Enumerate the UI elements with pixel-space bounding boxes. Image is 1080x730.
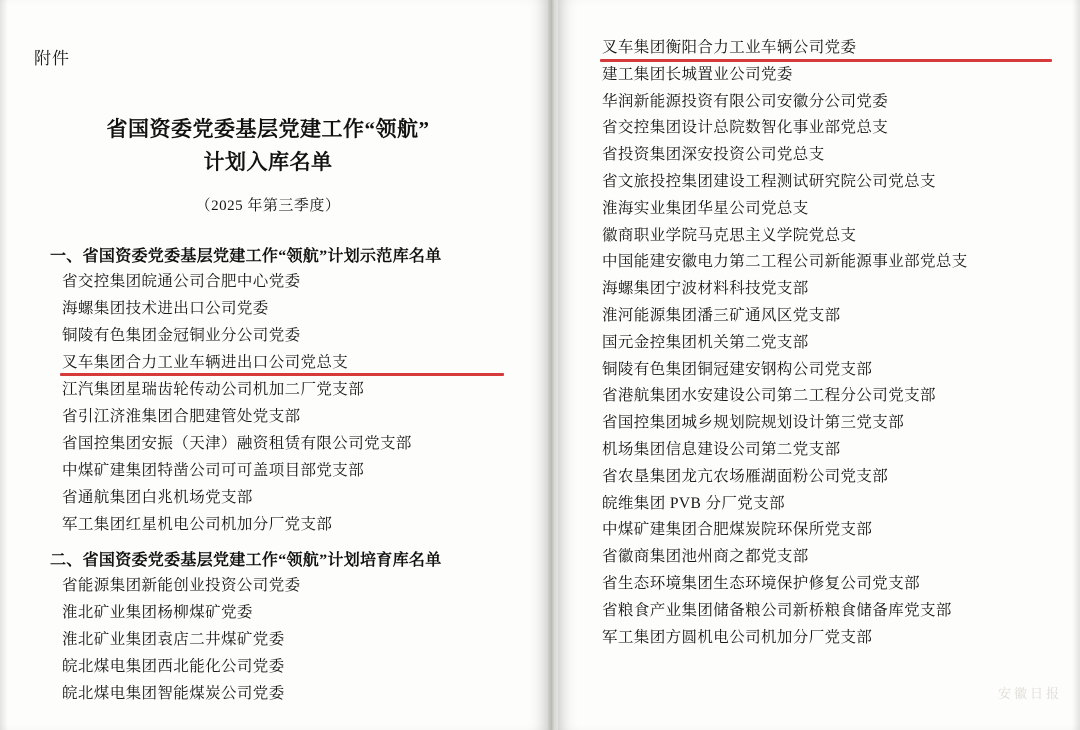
watermark: 安徽日报 — [997, 686, 1062, 701]
list-item-highlighted: 叉车集团衡阳合力工业车辆公司党委 — [592, 40, 1054, 56]
list-item: 皖维集团 PVB 分厂党支部 — [602, 494, 786, 512]
page-edge-shadow — [0, 0, 8, 730]
list-item: 铜陵有色集团铜冠建安钢构公司党支部 — [602, 360, 873, 378]
list-item: 海螺集团宁波材料科技党支部 — [602, 280, 809, 298]
list-item: 机场集团信息建设公司第二党支部 — [602, 440, 841, 458]
list-item: 省港航集团水安建设公司第二工程分公司党支部 — [602, 387, 936, 405]
attachment-label: 附件 — [34, 49, 70, 68]
list-item: 国元金控集团机关第二党支部 — [602, 333, 809, 351]
list-item: 淮北矿业集团杨柳煤矿党委 — [62, 603, 253, 621]
list-item: 江汽集团星瑞齿轮传动公司机加二厂党支部 — [62, 381, 365, 399]
list-item: 省文旅投控集团建设工程测试研究院公司党总支 — [602, 172, 936, 190]
document-subtitle: （2025 年第三季度） — [195, 198, 341, 215]
list-item: 军工集团红星机电公司机加分厂党支部 — [62, 516, 333, 534]
document-page-right — [558, 0, 1080, 730]
entry-list-cultivation — [28, 578, 508, 702]
list-item: 华润新能源投资有限公司安徽分公司党委 — [602, 92, 889, 110]
list-item-highlighted: 叉车集团合力工业车辆进出口公司党总支 — [28, 355, 508, 371]
list-item: 淮北矿业集团袁店二井煤矿党委 — [62, 630, 285, 648]
page-title-line-2: 计划入库名单 — [203, 149, 333, 174]
list-item: 淮海实业集团华星公司党总支 — [602, 199, 809, 217]
list-item: 省粮食产业集团储备粮公司新桥粮食储备库党支部 — [602, 601, 952, 619]
section-heading: 二、省国资委党委基层党建工作“领航”计划培育库名单 — [50, 551, 442, 569]
list-item: 中国能建安徽电力第二工程公司新能源事业部党总支 — [602, 253, 968, 271]
list-item: 皖北煤电集团西北能化公司党委 — [62, 657, 285, 675]
list-item: 中煤矿建集团合肥煤炭院环保所党支部 — [602, 521, 873, 539]
list-item: 铜陵有色集团金冠铜业分公司党委 — [62, 327, 301, 345]
list-item: 省引江济淮集团合肥建管处党支部 — [62, 408, 301, 426]
list-item: 徽商职业学院马克思主义学院党总支 — [602, 226, 857, 244]
list-item: 军工集团方圆机电公司机加分厂党支部 — [602, 628, 873, 646]
list-item: 省交控集团设计总院数智化事业部党总支 — [602, 119, 889, 137]
entry-list-demonstration — [28, 274, 508, 533]
list-item: 省徽商集团池州商之都党支部 — [602, 548, 809, 566]
list-item: 省国控集团安振（天津）融资租赁有限公司党支部 — [62, 435, 412, 453]
list-item: 省国控集团城乡规划院规划设计第三党支部 — [602, 414, 905, 432]
list-item: 省农垦集团龙亢农场雁湖面粉公司党支部 — [602, 467, 889, 485]
page-edge-shadow — [1072, 0, 1080, 730]
list-item: 中煤矿建集团特凿公司可可盖项目部党支部 — [62, 462, 365, 480]
list-item: 省投资集团深安投资公司党总支 — [602, 146, 825, 164]
list-item: 省生态环境集团生态环境保护修复公司党支部 — [602, 574, 921, 592]
section-heading: 一、省国资委党委基层党建工作“领航”计划示范库名单 — [50, 248, 442, 266]
list-item: 淮河能源集团潘三矿通风区党支部 — [602, 306, 841, 324]
entry-list-continued — [592, 40, 1054, 645]
list-item: 建工集团长城置业公司党委 — [602, 65, 793, 83]
list-item: 皖北煤电集团智能煤炭公司党委 — [62, 684, 285, 702]
list-item: 省交控集团皖通公司合肥中心党委 — [62, 273, 301, 291]
page-title — [68, 113, 468, 178]
page-title-line-1: 省国资委党委基层党建工作“领航” — [106, 117, 430, 141]
section-demonstration-list — [28, 243, 508, 533]
list-item: 省通航集团白兆机场党支部 — [62, 489, 253, 507]
list-item: 海螺集团技术进出口公司党委 — [62, 300, 269, 318]
page-gutter — [548, 0, 558, 730]
section-cultivation-list — [28, 547, 508, 702]
list-item: 省能源集团新能创业投资公司党委 — [62, 576, 301, 594]
